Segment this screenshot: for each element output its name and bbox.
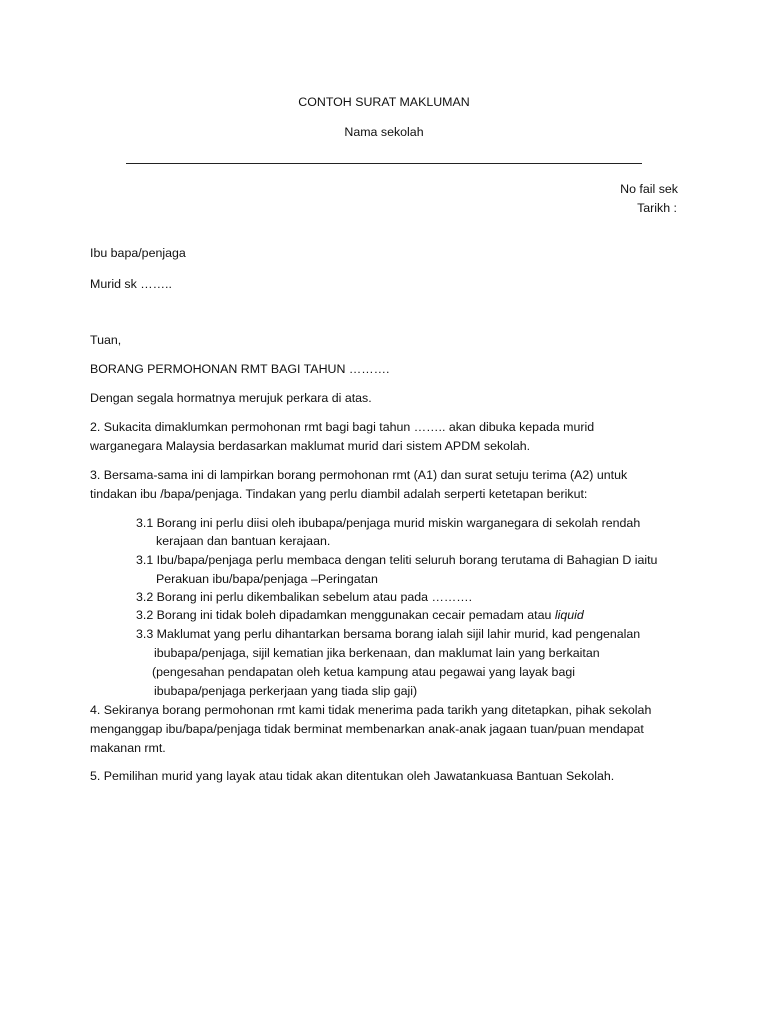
item-3-3-line-3: (pengesahan pendapatan oleh ketua kampung atau pegawai yang layak bagi xyxy=(152,665,575,679)
paragraph-5: 5. Pemilihan murid yang layak atau tidak akan ditentukan oleh Jawatankuasa Bantuan Sekolah. xyxy=(90,769,615,783)
item-3-1-line-2: kerajaan dan bantuan kerajaan. xyxy=(156,534,331,548)
item-3-1b-line-1: 3.1 Ibu/bapa/penjaga perlu membaca dengan teliti seluruh borang terutama di Bahagian D iaitu xyxy=(136,553,658,567)
item-3-2b-italic: liquid xyxy=(554,608,584,622)
recipient-line-2: Murid sk …….. xyxy=(90,277,172,291)
paragraph-4-line-2: menganggap ibu/bapa/penjaga tidak berminat membenarkan anak-anak jagaan tuan/puan mendapat xyxy=(90,722,644,736)
date-label: Tarikh : xyxy=(637,201,677,215)
item-3-2b-text: 3.2 Borang ini tidak boleh dipadamkan menggunakan cecair pemadam atau xyxy=(136,608,555,622)
salutation: Tuan, xyxy=(90,333,122,347)
document-title: CONTOH SURAT MAKLUMAN xyxy=(298,95,470,109)
subject-line: BORANG PERMOHONAN RMT BAGI TAHUN ………. xyxy=(90,362,390,376)
item-3-1b-line-2: Perakuan ibu/bapa/penjaga –Peringatan xyxy=(156,572,378,586)
header-divider xyxy=(126,163,642,164)
school-name: Nama sekolah xyxy=(344,125,424,139)
paragraph-3-line-1: 3. Bersama-sama ini di lampirkan borang permohonan rmt (A1) dan surat setuju terima (A2) untuk xyxy=(90,468,628,482)
item-3-3-line-1: 3.3 Maklumat yang perlu dihantarkan bersama borang ialah sijil lahir murid, kad pengenalan xyxy=(136,627,641,641)
item-3-1-line-1: 3.1 Borang ini perlu diisi oleh ibubapa/penjaga murid miskin warganegara di sekolah rendah xyxy=(136,516,641,530)
paragraph-4-line-3: makanan rmt. xyxy=(90,741,166,755)
paragraph-2-line-2: warganegara Malaysia berdasarkan maklumat murid dari sistem APDM sekolah. xyxy=(90,439,531,453)
opening-line: Dengan segala hormatnya merujuk perkara di atas. xyxy=(90,391,372,405)
item-3-2b-line-1 xyxy=(136,607,584,623)
recipient-line-1: Ibu bapa/penjaga xyxy=(90,246,186,260)
item-3-3-line-4: ibubapa/penjaga perkerjaan yang tiada slip gaji) xyxy=(154,684,418,698)
file-number-label: No fail sek xyxy=(620,182,678,196)
paragraph-2-line-1: 2. Sukacita dimaklumkan permohonan rmt bagi bagi tahun …….. akan dibuka kepada murid xyxy=(90,420,595,434)
item-3-3-line-2: ibubapa/penjaga, sijil kematian jika berkenaan, dan maklumat lain yang berkaitan xyxy=(154,646,600,660)
paragraph-4-line-1: 4. Sekiranya borang permohonan rmt kami tidak menerima pada tarikh yang ditetapkan, pihak sekolah xyxy=(90,703,652,717)
paragraph-3-line-2: tindakan ibu /bapa/penjaga. Tindakan yang perlu diambil adalah serperti ketetapan berikut: xyxy=(90,487,588,501)
item-3-2-line-1: 3.2 Borang ini perlu dikembalikan sebelum atau pada ………. xyxy=(136,590,473,604)
